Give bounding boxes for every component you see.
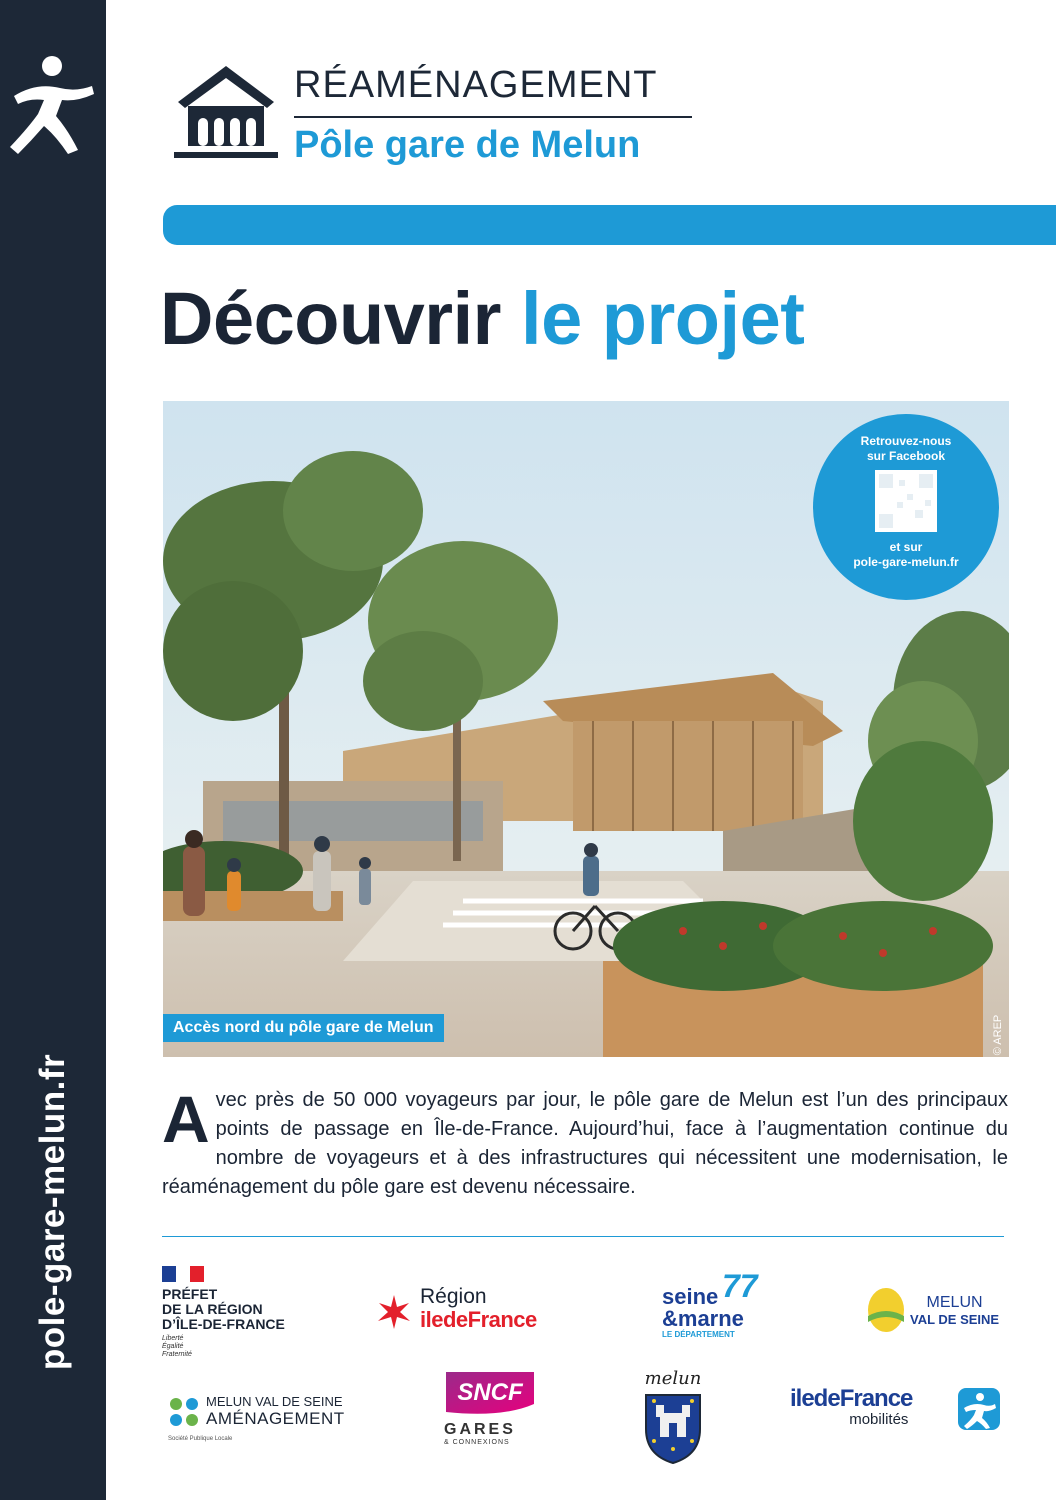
badge-url[interactable]: pole-gare-melun.fr xyxy=(853,555,959,569)
accent-bar xyxy=(163,205,1056,245)
page-title-part1: Découvrir xyxy=(160,277,501,360)
melun-val-de-seine-logo xyxy=(864,1280,1004,1340)
badge-line-1: Retrouvez-nous xyxy=(860,434,952,448)
photo-credit: © AREP xyxy=(992,1014,1004,1056)
mvsa-line-3: Société Publique Locale xyxy=(168,1436,233,1442)
traveler-icon xyxy=(6,52,98,162)
badge-line-2: sur Facebook xyxy=(866,449,946,463)
intro-text: vec près de 50 000 voyageurs par jour, le pôle gare de Melun est l’un des principaux points de passage en Île-de-France. Aujourd’hui, face à l’augmentation continue du nombre de voyageurs et à des infrastructures qui nécessitent une modernisation, le réaménagement du pôle gare est devenu nécessaire. xyxy=(162,1089,1008,1198)
page-title xyxy=(160,276,804,361)
drop-cap: A xyxy=(162,1082,210,1156)
qr-code-icon xyxy=(875,470,937,532)
region-line-2: iledeFrance xyxy=(420,1307,537,1332)
sncf-brand: SNCF xyxy=(457,1379,523,1406)
mvs-line-1: MELUN xyxy=(926,1294,983,1311)
footer-divider xyxy=(162,1236,1004,1237)
mvs-line-2: VAL DE SEINE xyxy=(910,1312,1000,1327)
sncf-logo-icon xyxy=(442,1368,538,1416)
image-caption: Accès nord du pôle gare de Melun xyxy=(163,1014,444,1042)
header-kicker: RÉAMÉNAGEMENT xyxy=(294,64,658,106)
marianne-flag-icon xyxy=(162,1266,206,1282)
intro-paragraph xyxy=(162,1082,1008,1202)
motto-2: Égalité xyxy=(162,1343,184,1350)
mvsa-line-1: MELUN VAL DE SEINE xyxy=(206,1394,343,1409)
page-title-part2: le projet xyxy=(521,277,805,360)
sncf-line-1: GARES xyxy=(444,1421,516,1438)
badge-line-3: et sur xyxy=(889,540,923,554)
header-title: Pôle gare de Melun xyxy=(294,124,641,166)
prefet-line-1: PRÉFET xyxy=(162,1286,218,1302)
melun-coat-of-arms-icon xyxy=(640,1389,706,1465)
mvsa-line-2: AMÉNAGEMENT xyxy=(206,1409,345,1428)
sm-line-1: seine xyxy=(662,1284,719,1309)
facebook-qr-badge[interactable] xyxy=(813,414,999,600)
sm-line-2: &marne xyxy=(662,1306,744,1331)
motto-3: Fraternité xyxy=(162,1351,192,1358)
website-url[interactable]: pole-gare-melun.fr xyxy=(33,1053,72,1371)
dots-icon xyxy=(168,1396,200,1428)
motto-1: Liberté xyxy=(162,1335,184,1342)
sncf-line-2: & CONNEXIONS xyxy=(444,1439,510,1446)
red-star-icon xyxy=(376,1294,412,1330)
region-line-1: Région xyxy=(420,1285,487,1308)
idfm-line-2: mobilités xyxy=(849,1411,909,1428)
sun-wave-icon xyxy=(864,1286,908,1334)
sm-line-3: LE DÉPARTEMENT xyxy=(662,1330,735,1339)
idfm-line-1: iledeFrance xyxy=(790,1385,913,1412)
prefet-line-2: DE LA RÉGION xyxy=(162,1301,263,1317)
dept-number: 77 xyxy=(722,1268,758,1304)
melun-city-logo xyxy=(638,1368,708,1470)
idfm-traveler-icon xyxy=(958,1388,1000,1430)
prefet-line-3: D’ÎLE-DE-FRANCE xyxy=(162,1316,285,1332)
prefet-logo xyxy=(162,1266,332,1359)
side-band xyxy=(0,0,106,1500)
sncf-gares-logo xyxy=(442,1368,542,1446)
melun-city-name: melun xyxy=(644,1368,702,1389)
header-divider xyxy=(294,116,692,118)
station-house-icon xyxy=(172,62,280,162)
